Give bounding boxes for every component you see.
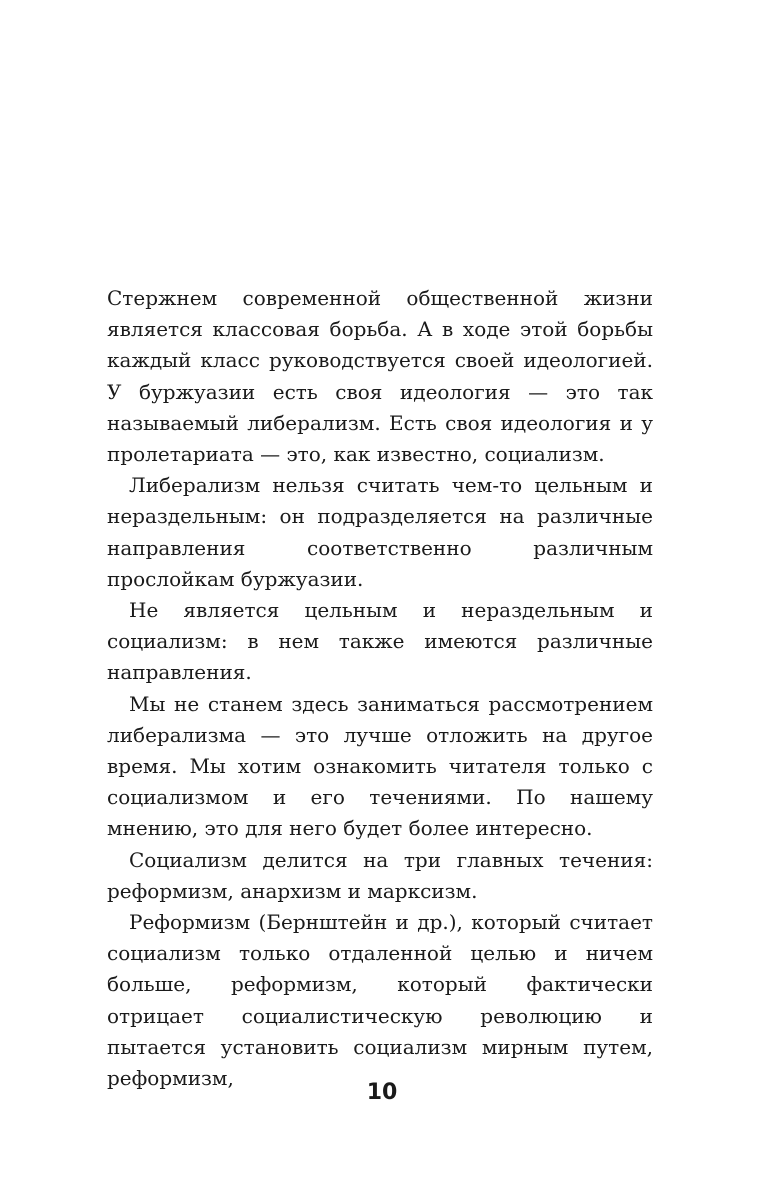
body-text [107,283,653,1094]
paragraph-4: Мы не станем здесь заниматься рассмотрением либерализма — это лучше отложить на другое время. Мы хотим ознакомить читателя только с социализмом и его течениями. По нашему мнению, это для него будет более интересно. [107,691,653,841]
paragraph-2: Либерализм нельзя считать чем-то цельным и нераздельным: он подразделяется на различные направления соответственно различным прослойкам буржуазии. [107,473,653,591]
paragraph-6: Реформизм (Бернштейн и др.), который считает социализм только отдаленной целью и ничем больше, реформизм, который фактически отрицает социалистическую революцию и пытается установить социализм мирным путем, реформизм, [107,910,653,1091]
paragraph-1: Стержнем современной общественной жизни является классовая борьба. А в ходе этой борьбы каждый класс руководствуется своей идеологией. У буржуазии есть своя идеология — это так называемый либерализм. Есть своя идеология и у пролетариата — это, как известно, социализм. [107,286,653,467]
paragraph-5: Социализм делится на три главных течения: реформизм, анархизм и марксизм. [107,847,653,903]
page-number: 10 [366,1080,398,1105]
paragraph-3: Не является цельным и нераздельным и социализм: в нем также имеются различные направления. [107,598,653,685]
